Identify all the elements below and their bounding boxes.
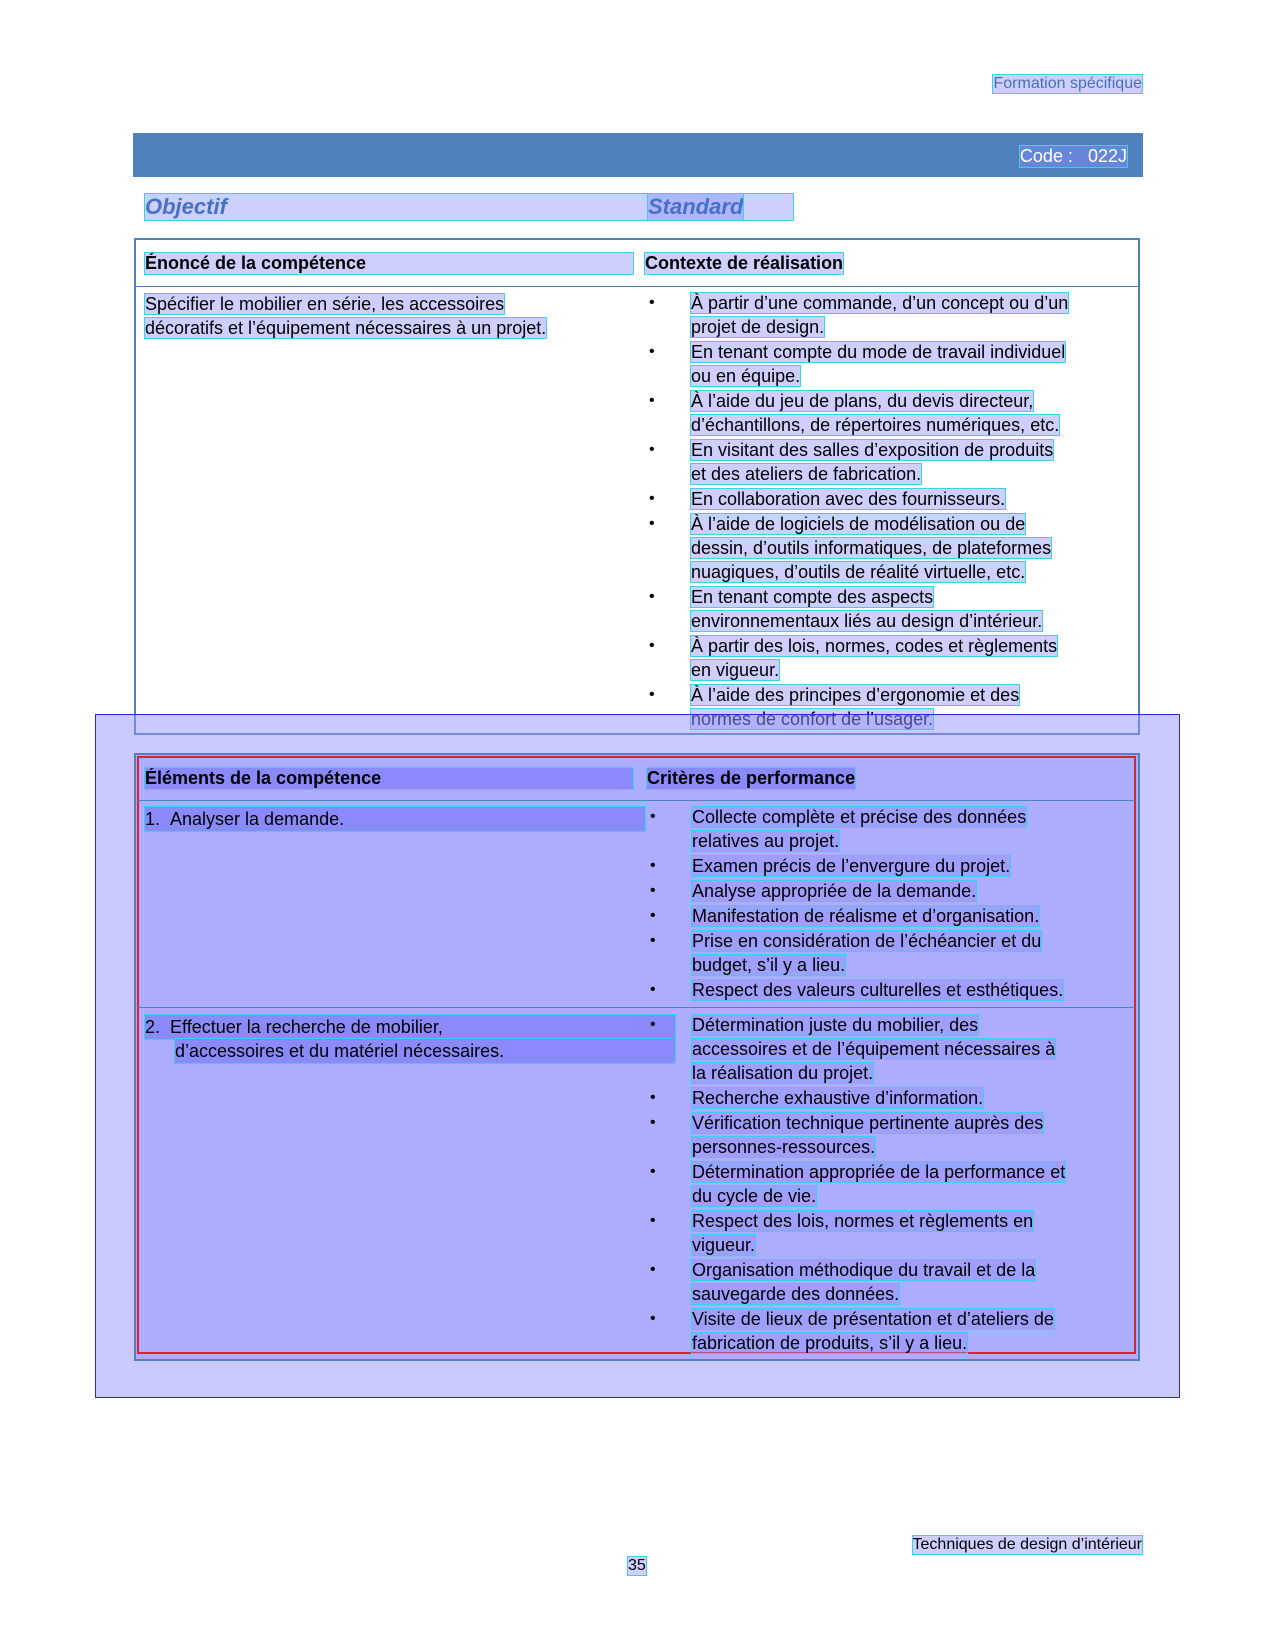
list-item: • Respect des valeurs culturelles et esthétiques. (650, 980, 1064, 1000)
list-item: • Manifestation de réalisme et d’organisation. (650, 906, 1040, 926)
page-number: 35 (628, 1557, 646, 1574)
bullet-icon: • (649, 588, 655, 605)
objective-heading: Objectif (145, 194, 793, 220)
bullet-icon: • (650, 1212, 656, 1229)
list-item: • Détermination juste du mobilier, des accessoires et de l’équipement nécessaires à la réalisation du projet. (650, 1015, 1056, 1083)
document-section-label: Formation spécifique (993, 75, 1142, 92)
bullet-icon: • (650, 981, 656, 998)
header-divider (138, 800, 1135, 801)
element-title-line: d’accessoires et du matériel nécessaires. (175, 1041, 505, 1061)
program-name: Techniques de design d’intérieur (912, 1536, 1142, 1553)
list-item: • À partir des lois, normes, codes et règlements en vigueur. (649, 636, 1058, 680)
context-column-header: Contexte de réalisation (645, 253, 844, 273)
criteria-list-2 (650, 1013, 1066, 1355)
list-item: • En collaboration avec des fournisseurs. (649, 489, 1006, 509)
element-number: 2. (145, 1017, 161, 1037)
list-item: • À l’aide de logiciels de modélisation ou de dessin, d’outils informatiques, de plateformes nuagiques, d’outils de réalité virtuelle, etc. (649, 514, 1052, 582)
list-item: • Recherche exhaustive d’information. (650, 1088, 984, 1108)
criteria-list-1 (650, 805, 1064, 1002)
list-item: • En tenant compte du mode de travail individuel ou en équipe. (649, 342, 1066, 386)
bullet-icon: • (650, 857, 656, 874)
competency-code: Code : 022J (1019, 146, 1127, 166)
competency-statement (145, 292, 546, 340)
list-item: • Respect des lois, normes et règlements en vigueur. (650, 1211, 1034, 1255)
statement-line: Spécifier le mobilier en série, les accessoires (145, 294, 505, 314)
list-item: • Analyse appropriée de la demande. (650, 881, 977, 901)
bullet-icon: • (649, 686, 655, 703)
bullet-icon: • (650, 1163, 656, 1180)
list-item: • Vérification technique pertinente auprès des personnes-ressources. (650, 1113, 1044, 1157)
bullet-icon: • (649, 515, 655, 532)
context-list (649, 291, 1069, 731)
element-title: Effectuer la recherche de mobilier, (170, 1017, 443, 1037)
element-number: 1. (145, 809, 161, 829)
list-item: • Collecte complète et précise des données relatives au projet. (650, 807, 1027, 851)
code-bar (133, 133, 1143, 177)
bullet-icon: • (650, 932, 656, 949)
list-item: • À partir d’une commande, d’un concept ou d’un projet de design. (649, 293, 1069, 337)
criteria-column-header: Critères de performance (647, 768, 856, 788)
element-1 (145, 807, 645, 831)
list-item: • En visitant des salles d’exposition de produits et des ateliers de fabrication. (649, 440, 1054, 484)
bullet-icon: • (650, 1261, 656, 1278)
bullet-icon: • (650, 808, 656, 825)
standard-heading: Standard (648, 194, 744, 219)
bullet-icon: • (649, 343, 655, 360)
list-item: • Détermination appropriée de la performance et du cycle de vie. (650, 1162, 1066, 1206)
bullet-icon: • (650, 882, 656, 899)
bullet-icon: • (649, 392, 655, 409)
bullet-icon: • (650, 1089, 656, 1106)
list-item: • En tenant compte des aspects environnementaux liés au design d’intérieur. (649, 587, 1043, 631)
list-item: • Prise en considération de l’échéancier et du budget, s’il y a lieu. (650, 931, 1042, 975)
element-2 (145, 1015, 645, 1063)
elements-column-header: Éléments de la compétence (145, 768, 633, 789)
bullet-icon: • (650, 907, 656, 924)
bullet-icon: • (649, 294, 655, 311)
bullet-icon: • (649, 441, 655, 458)
element-title: Analyser la demande. (170, 809, 345, 829)
statement-line: décoratifs et l’équipement nécessaires à un projet. (145, 318, 547, 338)
list-item: • Organisation méthodique du travail et de la sauvegarde des données. (650, 1260, 1036, 1304)
row-divider (138, 1007, 1135, 1008)
bullet-icon: • (650, 1016, 656, 1033)
list-item: • Examen précis de l’envergure du projet. (650, 856, 1011, 876)
bullet-icon: • (650, 1310, 656, 1327)
list-item: • À l’aide des principes d’ergonomie et des (691, 683, 1068, 731)
bullet-icon: • (649, 490, 655, 507)
bullet-icon: • (649, 637, 655, 654)
list-item: • Visite de lieux de présentation et d’ateliers de fabrication de produits, s’il y a lieu. (650, 1309, 1054, 1353)
statement-column-header: Énoncé de la compétence (145, 253, 633, 274)
list-item: • À l’aide du jeu de plans, du devis directeur, d’échantillons, de répertoires numériques, etc. (649, 391, 1060, 435)
bullet-icon: • (650, 1114, 656, 1131)
